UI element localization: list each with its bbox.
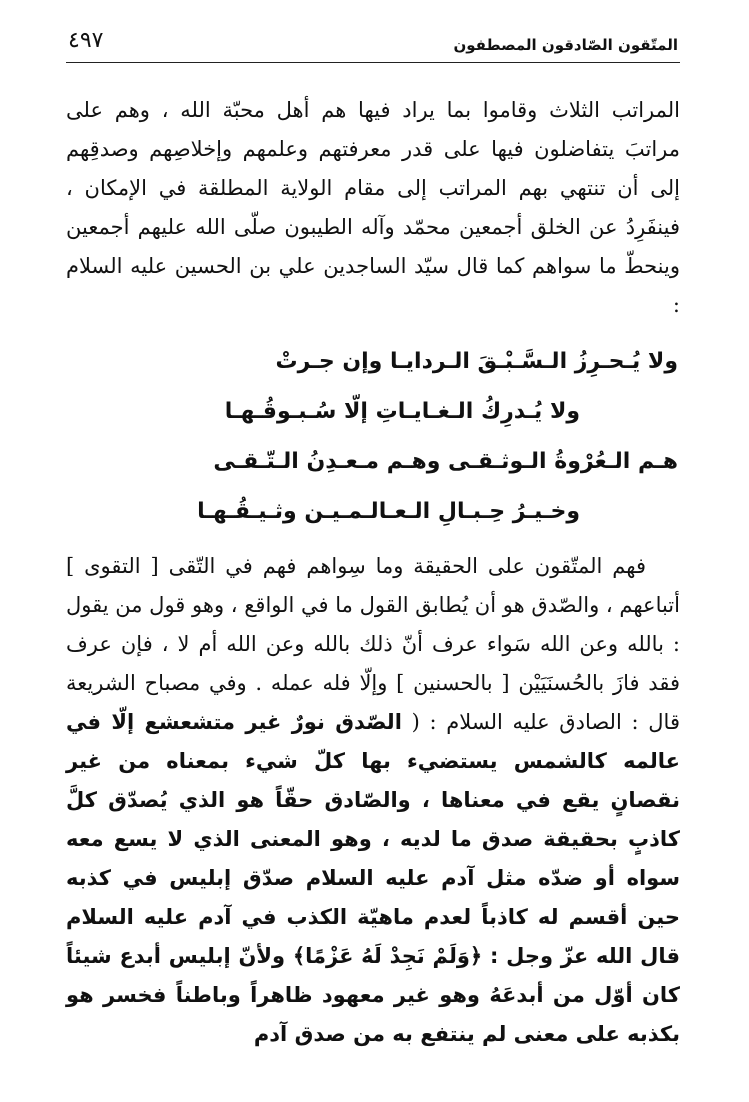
poem-verse-1: ولا يُـحـرِزُ الـسَّـبْـقَ الـردايـا وإن جـرتْ <box>275 349 678 374</box>
page-number: ٤٩٧ <box>68 28 104 53</box>
poem <box>66 337 680 537</box>
running-title: المتّقون الصّادقون المصطفون <box>453 36 678 54</box>
paragraph-main <box>66 547 680 1054</box>
page-header <box>66 28 680 63</box>
poem-verse-2: ولا يُـدرِكُ الـغـايـاتِ إلّا سُـبـوقُـهـا <box>224 399 580 424</box>
hadith-quote: الصّدق نورٌ غير متشعشع إلّا في عالمه كالشمس يستضيء بها كلّ شيء بمعناه من غير نقصانٍ يقع في معناها ، والصّادق حقّاً هو الذي يُصدّق كلَّ كاذبٍ بحقيقة صدق ما لديه ، وهو المعنى الذي لا يسع معه سواه أو ضدّه مثل آدم عليه السلام صدّق إبليس في كذبه حين أقسم له كاذباً لعدم ماهيّة الكذب في آدم عليه السلام قال الله عزّ وجل : ﴿وَلَمْ نَجِدْ لَهُ عَزْمًا﴾ ولأنّ إبليس أبدع شيئاً كان أوّل من أبدعَهُ وهو غير معهود ظاهراً وباطناً فخسر هو بكذبه على معنى لم ينتفع به من صدق آدم <box>66 710 680 1046</box>
poem-verse-4: وخـيـرُ حِـبـالِ الـعـالـمـيـن وثـيـقُـهـا <box>197 499 580 524</box>
paragraph-intro: المراتب الثلاث وقاموا بما يراد فيها هم أهل محبّة الله ، وهم على مراتبَ يتفاضلون فيها على قدر معرفتهم وعلمهم وإخلاصِهم وصدقِهم إلى أن تنتهي بهم المراتب إلى مقام الولاية المطلقة في الإمكان ، فينفَرِدُ عن الخلق أجمعين محمّد وآله الطيبون صلّى الله عليهم أجمعين وينحطّ ما سواهم كما قال سيّد الساجدين علي بن الحسين عليه السلام : <box>66 98 680 317</box>
book-page <box>66 28 680 1088</box>
poem-verse-3: هـم الـعُرْوةُ الـوثـقـى وهـم مـعـدِنُ الـتّـقـى <box>213 449 678 474</box>
paragraph-main-text: فهم المتّقون على الحقيقة وما سِواهم فهم في التّقى [ التقوى ] أتباعهم ، والصّدق هو أن يُطابق القول ما في الواقع ، وهو قول من يقول : بالله وعن الله سَواء عرف أنّ ذلك بالله وعن الله أم لا ، فإن عرف فقد فازَ بالحُسنَيَيْن [ بالحسنين ] وإلّا فله عمله . وفي مصباح الشريعة قال : الصادق عليه السلام : ( <box>66 554 680 734</box>
